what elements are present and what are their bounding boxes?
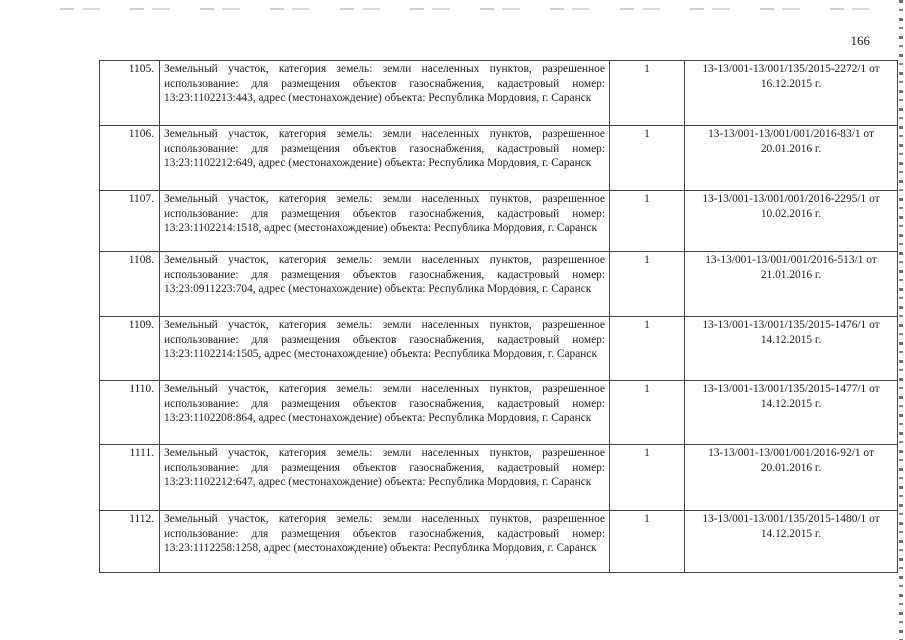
table-row [100,61,898,126]
quantity-cell: 1 [610,126,685,191]
registration-record: 13-13/001-13/001/135/2015-1480/1 от 14.12.2015 г. [685,511,898,573]
row-number: 1105. [100,61,160,126]
property-description: Земельный участок, категория земель: земли населенных пунктов, разрешенное использование: для размещения объектов газоснабжения, кадастровый номер: 13:23:0911223:704, адрес (местонахождение) объекта: Республика Мордовия, г. Саранск [160,252,610,317]
row-number: 1111. [100,445,160,511]
registration-record: 13-13/001-13/001/001/2016-2295/1 от 10.02.2016 г. [685,191,898,252]
quantity-cell: 1 [610,317,685,381]
page-number: 166 [850,33,870,48]
property-description: Земельный участок, категория земель: земли населенных пунктов, разрешенное использование: для размещения объектов газоснабжения, кадастровый номер: 13:23:1112258:1258, адрес (местонахождение) объекта: Республика Мордовия, г. Саранск [160,511,610,573]
row-number: 1112. [100,511,160,573]
table-row [100,511,898,573]
quantity-cell: 1 [610,381,685,445]
property-description: Земельный участок, категория земель: земли населенных пунктов, разрешенное использование: для размещения объектов газоснабжения, кадастровый номер: 13:23:1102208:864, адрес (местонахождение) объекта: Республика Мордовия, г. Саранск [160,381,610,445]
scan-artifact-top [60,8,880,10]
registration-record: 13-13/001-13/001/001/2016-92/1 от 20.01.2016 г. [685,445,898,511]
registration-record: 13-13/001-13/001/135/2015-1477/1 от 14.12.2015 г. [685,381,898,445]
property-description: Земельный участок, категория земель: земли населенных пунктов, разрешенное использование: для размещения объектов газоснабжения, кадастровый номер: 13:23:1102212:649, адрес (местонахождение) объекта: Республика Мордовия, г. Саранск [160,126,610,191]
table-row [100,445,898,511]
quantity-cell: 1 [610,61,685,126]
property-description: Земельный участок, категория земель: земли населенных пунктов, разрешенное использование: для размещения объектов газоснабжения, кадастровый номер: 13:23:1102214:1518, адрес (местонахождение) объекта: Республика Мордовия, г. Саранск [160,191,610,252]
quantity-cell: 1 [610,511,685,573]
property-description: Земельный участок, категория земель: земли населенных пунктов, разрешенное использование: для размещения объектов газоснабжения, кадастровый номер: 13:23:1102214:1505, адрес (местонахождение) объекта: Республика Мордовия, г. Саранск [160,317,610,381]
table-row [100,381,898,445]
row-number: 1107. [100,191,160,252]
scan-artifact-right-edge [899,0,903,640]
property-description: Земельный участок, категория земель: земли населенных пунктов, разрешенное использование: для размещения объектов газоснабжения, кадастровый номер: 13:23:1102212:647, адрес (местонахождение) объекта: Республика Мордовия, г. Саранск [160,445,610,511]
quantity-cell: 1 [610,445,685,511]
registration-record: 13-13/001-13/001/001/2016-83/1 от 20.01.2016 г. [685,126,898,191]
registration-record: 13-13/001-13/001/001/2016-513/1 от 21.01.2016 г. [685,252,898,317]
registration-record: 13-13/001-13/001/135/2015-2272/1 от 16.12.2015 г. [685,61,898,126]
table-row [100,317,898,381]
table-row [100,126,898,191]
table-row [100,191,898,252]
table-row [100,252,898,317]
registration-record: 13-13/001-13/001/135/2015-1476/1 от 14.12.2015 г. [685,317,898,381]
row-number: 1106. [100,126,160,191]
quantity-cell: 1 [610,191,685,252]
quantity-cell: 1 [610,252,685,317]
row-number: 1109. [100,317,160,381]
property-registry-table [99,60,898,573]
property-description: Земельный участок, категория земель: земли населенных пунктов, разрешенное использование: для размещения объектов газоснабжения, кадастровый номер: 13:23:1102213:443, адрес (местонахождение) объекта: Республика Мордовия, г. Саранск [160,61,610,126]
row-number: 1108. [100,252,160,317]
row-number: 1110. [100,381,160,445]
